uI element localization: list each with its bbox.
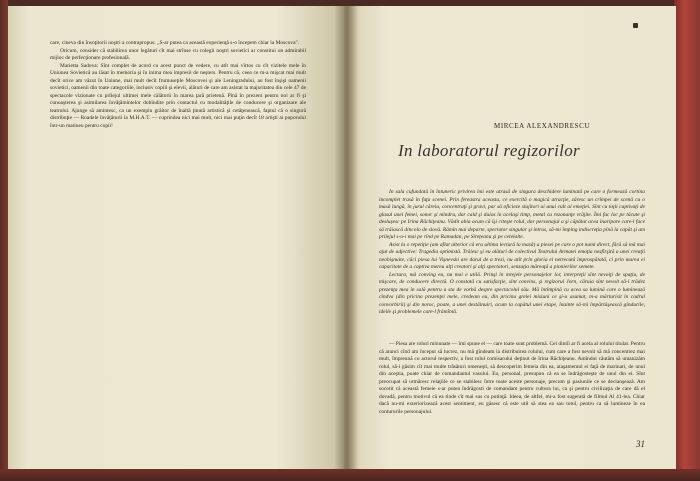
article-intro — [379, 189, 645, 317]
intro-paragraph-1: In sala cufundată în întuneric privirea îmi este atrasă de singura deschidere luminată pe care o formează cortina incomplet trasă în faţa scenei. Prin fereastra aceasta, ce exercită o magică atracţie, zăresc un crîmpei de scenă cu o masă lungă, în jurul căreia, concentraţi şi gravi, par să oficieze slujitori ai unui cult al emoţiei. Sînt cu toţii captivaţi de glasul unei femei, sonor şi mîndru, dar cald şi duios în acelaşi timp, metal cu rezonanţe vrăjite. Îmi fac loc pe tăcute şi deslușesc pe Irina Răchiţeanu. Vădit abia acum că îşi citeşte rolul, dar personajul a şi căpătat acea înaripare care-l face să trăiască dincolo de slovă. Rămîn mai departe, spectator singular şi intrus, să-mi împing indiscreţia pînă la capăt şi am prilejul s-o-i mai pe rînd pe Ramadan, pe Sirețeanu şi pe celelalte. — [379, 189, 645, 240]
page-number: 31 — [636, 439, 645, 449]
article-author: MIRCEA ALEXANDRESCU — [494, 122, 590, 130]
left-paragraph-3: Marietta Sadova: Sînt complet de acord cu acest punct de vedere, cu atît mai vîrtos cu cît vizitele mele în Uniunea Sovietică au lăsat în memoria şi în inima mea impresii de neşters. Pentru că, ceea ce m-a mişcat mai mult decît orice am văzut în Uniune, mai mult decît frumuseţile Moscovei şi ale Leningradului, au fost înşişi oamenii sovietici, oamenii din toate categoriile, inclusiv copiii şi elevii, alături de care am asistat la majoritatea din cele 47 de spectacole vizionate cu prilejul ultimei mele călătorii în marea ţară prietenă. Pînă în prezent pentru noi ar fi şi cunoaşterea şi asimilarea învăţămintelor dobîndite prin contactul cu modalităţile de conducere şi organizare ale teatrului. Ajunge să amintesc, ca un exemplu grăitor de înaltă ţinută artistică şi cetăţenească, faptul că o singură distribuţie — Roadele învăţăturii la M.H.A.T. — cuprindea nici mai mult, nici mai puţin decît 18 artişti ai poporului într-un matineu pentru copii! — [50, 62, 306, 129]
page-corner-mark — [633, 23, 638, 28]
right-page — [344, 6, 676, 469]
book-cover-right-edge — [674, 0, 700, 481]
book-cover-bottom-edge — [0, 469, 700, 481]
left-paragraph-2: Oricum, consider că stabilirea unor legături cît mai strînse cu colegii noştri sovietici ar constitui un admirabil mijloc de perfecţionare profesională. — [50, 47, 306, 61]
book-gutter — [334, 6, 358, 469]
body-paragraph-1: — Piesa are roluri minunate — îmi spune el — care toate sunt problemă. Cel dintîi ar fi acela al rolului titular. Pentru că atunci cînd am început să lucrez, nu mă gîndeam la distribuirea rolului, cum care a fost nevoit să mă concentrez mai mult, împreună cu actorul respectiv, a fost rolul comisarului deţinut de Irina Răchiţeanu. Amîndoi căutăm să umanizăm rolul, să-i găsim cît mai multe trăsături omeneşti, să descoperim femeia din ea, ataşamentul ei faţă de marinari, de unul din aceştia, poate chiar de comandantul vasului. Eu, personal, presupun că ea se îndrăgosteşte de unul din ei. Sînt preocupat să urmăresc relaţiile ce se stabilesc între toate aceste personaje, precum şi pasiunile ce se declanşează. Am socotit că această femeie s-ar putea îndrăgosti de comandant pentru cultura lui, ca şi pentru civilizaţia de care dă el dovadă, pentru motivul că ea tinde cît mai sus cu putinţă. Ideea, de altfel, mi-a fost sugerată de filmul Al 41-lea. Chiar dacă nu-mi exteriorizează acest sentiment, eu găsesc că este util să stea ea sau totul, pentru ca să lumineze în ea contururile personajului. — [379, 341, 645, 415]
left-paragraph-1: care, cineva din însoţitorii noştri a contrapropus: „S-ar putea ca această experienţă s-o începem chiar la Moscova". — [50, 40, 300, 46]
intro-paragraph-3: Lectura, mă conving eu, nu mai e utilă. Prinşi în mrejele personajelor lor, interpreţii sînt nevoiţi de spaţiu, de mişcare, de conducere directă. O constată cu satisfacţie, sînt convins, şi regizorul Jorn, căruia sînt nevoit să-i trădez prezenţa mea în sală pentru a sta de vorbă despre spectacolul său. Mă întîmpină cu acea sa lumină care o luminează cîndva (din pricina prezenţei mele, credeam eu, din pricina grelei misiuni ce şi-a asumat, m-a mărturisit în cadrul convorbirii) şi din noroc, poate, a unei destăinuiri, acum la capătul unei etape, înainte să-mi împărtăşească gîndurile, ideile şi problemele care-l frămîntă. — [379, 271, 645, 315]
left-page — [8, 6, 344, 469]
book-cover-left-edge — [0, 0, 8, 481]
article-body — [379, 341, 645, 416]
article-title: In laboratorul regizorilor — [398, 141, 580, 160]
left-page-text — [50, 40, 306, 130]
intro-paragraph-2: Asist la o repetiţie (am aflat ulterior că era ultima lectură la masă) a piesei pe care o pot numi direct, fără să mă mai ajut de adjective: Tragedia optimistă. Trăiesc şi eu alături de colectivul Teatrului Armatei emoţia nesfîrşită a unei creaţii neobişnuite, căci piesa lui Vişnevski are darul de a trezi, nu atît prin gloria ei netrecută împrospătată, ci prin marea ei capacitate de a captiva mereu alţi creatori şi alţi spectatori, senzaţia măreaţă a pionierilor semete. — [379, 241, 645, 270]
